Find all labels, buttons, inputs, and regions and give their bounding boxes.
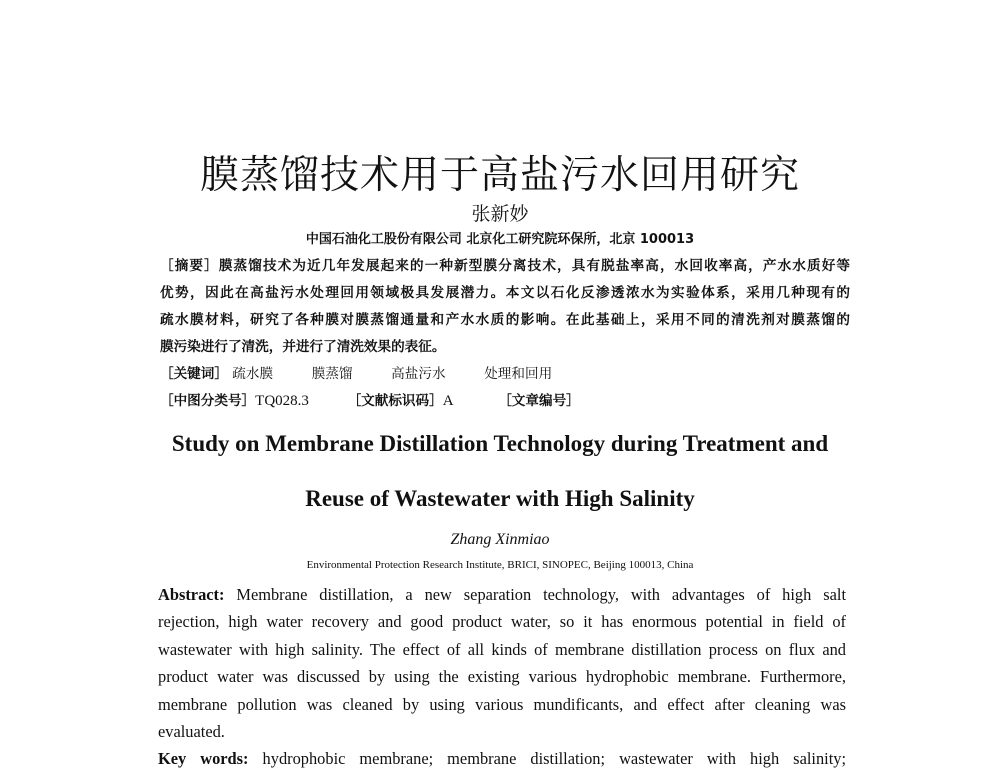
chinese-abstract-line: 优势，因此在高盐污水处理回用领域极具发展潜力。本文以石化反渗透浓水为实验体系，采用几种现有的 xyxy=(160,285,850,301)
keyword: 处理和回用 xyxy=(484,366,553,382)
chinese-abstract-line: 膜污染进行了清洗，并进行了清洗效果的表征。 xyxy=(160,339,446,355)
english-title-line-1: Study on Membrane Distillation Technology during Treatment and xyxy=(171,431,829,456)
english-abstract-label: Abstract: xyxy=(158,585,225,604)
doc-code-value: A xyxy=(442,393,454,409)
chinese-keywords xyxy=(160,361,850,388)
article-no-label: ［文章编号］ xyxy=(498,393,580,409)
clc-label: ［中图分类号］ xyxy=(160,393,256,409)
chinese-classification xyxy=(160,388,850,415)
keyword: 膜蒸馏 xyxy=(311,366,353,382)
chinese-affiliation: 中国石油化工股份有限公司 北京化工研究院环保所，北京 100013 xyxy=(305,232,695,247)
chinese-keywords-label: ［关键词］ xyxy=(160,366,228,382)
chinese-abstract xyxy=(160,253,850,361)
english-abstract-line: Abstract: Membrane distillation, a new separation technology, with advantages of high salt xyxy=(158,585,846,604)
english-abstract-line: wastewater with high salinity. The effect of all kinds of membrane distillation process on flux and xyxy=(158,639,846,659)
english-keywords-label: Key words: xyxy=(158,749,249,769)
chinese-abstract-label: ［摘要］ xyxy=(160,258,219,274)
english-abstract-line: rejection, high water recovery and good product water, so it has enormous potential in field of xyxy=(158,612,846,632)
chinese-title: 膜蒸馏技术用于高盐污水回用研究 xyxy=(199,153,800,198)
english-keywords: Key words: hydrophobic membrane; membrane distillation; wastewater with high salinity; xyxy=(158,749,846,769)
english-abstract-line: membrane pollution was cleaned by using various mundificants, and effect after cleaning was xyxy=(158,694,846,714)
chinese-abstract-line: 疏水膜材料，研究了各种膜对膜蒸馏通量和产水水质的影响。在此基础上，采用不同的清洗剂对膜蒸馏的 xyxy=(160,312,850,328)
chinese-abstract-line: ［摘要］膜蒸馏技术为近几年发展起来的一种新型膜分离技术，具有脱盐率高，水回收率高，产水水质好等 xyxy=(160,258,851,274)
english-author: Zhang Xinmiao xyxy=(450,531,550,548)
english-abstract-line: product water was discussed by using the existing various hydrophobic membrane. Furthermore, xyxy=(158,667,846,687)
clc-value: TQ028.3 xyxy=(255,393,309,409)
english-affiliation: Environmental Protection Research Institute, BRICI, SINOPEC, Beijing 100013, China xyxy=(306,559,694,571)
english-abstract-line: evaluated. xyxy=(158,722,225,742)
chinese-author: 张新妙 xyxy=(471,203,529,225)
keyword: 疏水膜 xyxy=(232,366,274,382)
doc-code-label: ［文献标识码］ xyxy=(347,393,443,409)
keyword: 高盐污水 xyxy=(391,366,446,382)
english-title-line-2: Reuse of Wastewater with High Salinity xyxy=(305,486,695,511)
english-abstract xyxy=(158,581,846,773)
